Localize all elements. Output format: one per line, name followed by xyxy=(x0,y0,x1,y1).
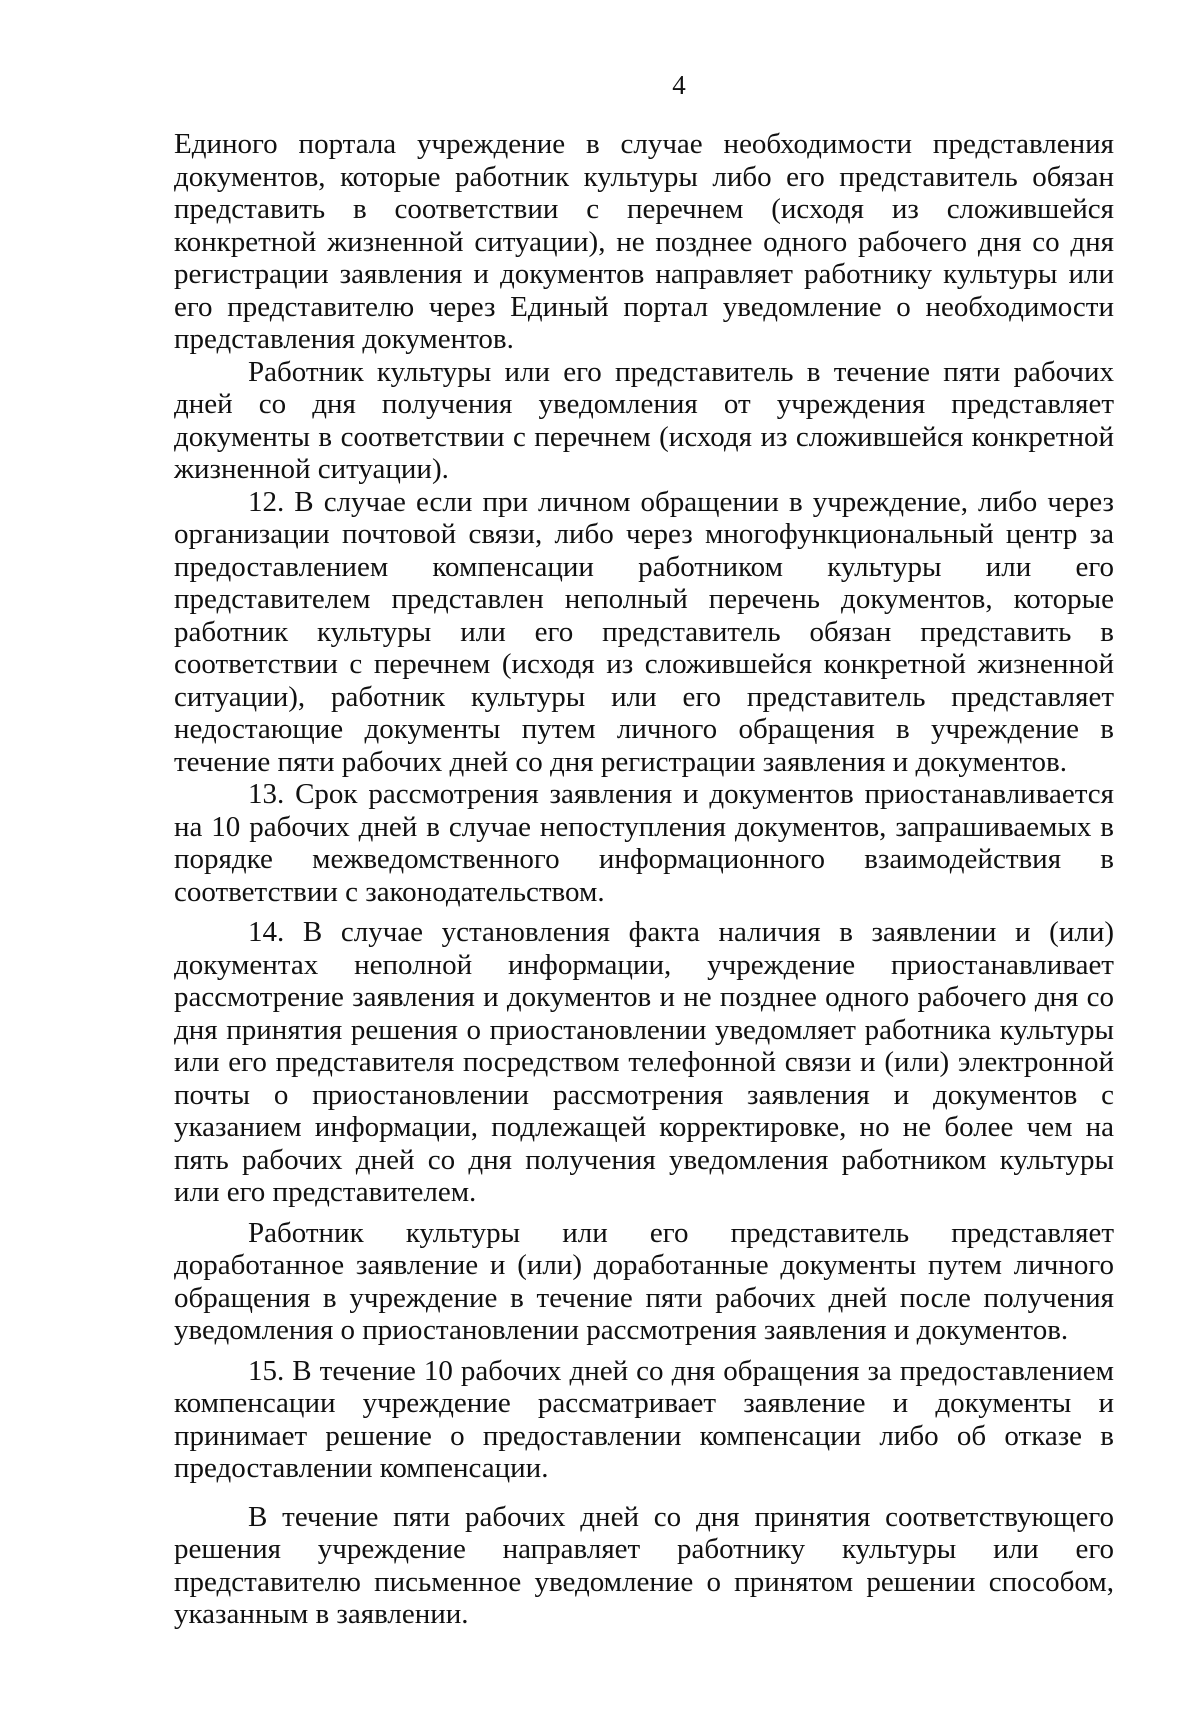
paragraph-continuation: Единого портала учреждение в случае необходимости представления документов, которые работник культуры либо его представитель обязан представить в соответствии с перечнем (исходя из сложившейся конкретной жизненной ситуации), не позднее одного рабочего дня со дня регистрации заявления и документов направляет работнику культуры или его представителю через Единый портал уведомление о необходимости представления документов. xyxy=(174,128,1114,355)
paragraph-item-13: 13. Срок рассмотрения заявления и документов приостанавливается на 10 рабочих дней в случае непоступления документов, запрашиваемых в порядке межведомственного информационного взаимодействия в соответствии с законодательством. xyxy=(174,778,1114,908)
paragraph-revised-documents: Работник культуры или его представитель представляет доработанное заявление и (или) доработанные документы путем личного обращения в учреждение в течение пяти рабочих дней после получения уведомления о приостановлении рассмотрения заявления и документов. xyxy=(174,1216,1114,1346)
paragraph-worker-submits-documents: Работник культуры или его представитель в течение пяти рабочих дней со дня получения уведомления от учреждения представляет документы в соответствии с перечнем (исходя из сложившейся конкретной жизненной ситуации). xyxy=(174,355,1114,485)
paragraph-decision-notification: В течение пяти рабочих дней со дня принятия соответствующего решения учреждение направляет работнику культуры или его представителю письменное уведомление о принятом решении способом, указанным в заявлении. xyxy=(174,1500,1114,1630)
page-number: 4 xyxy=(672,70,686,100)
paragraph-item-12: 12. В случае если при личном обращении в учреждение, либо через организации почтовой связи, либо через многофункциональный центр за предоставлением компенсации работником культуры или его представителем представлен неполный перечень документов, которые работник культуры или его представитель обязан представить в соответствии с перечнем (исходя из сложившейся конкретной жизненной ситуации), работник культуры или его представитель представляет недостающие документы путем личного обращения в учреждение в течение пяти рабочих дней со дня регистрации заявления и документов. xyxy=(174,485,1114,778)
document-body xyxy=(174,128,1114,1631)
paragraph-item-14: 14. В случае установления факта наличия в заявлении и (или) документах неполной информации, учреждение приостанавливает рассмотрение заявления и документов и не позднее одного рабочего дня со дня принятия решения о приостановлении уведомляет работника культуры или его представителя посредством телефонной связи и (или) электронной почты о приостановлении рассмотрения заявления и документов с указанием информации, подлежащей корректировке, но не более чем на пять рабочих дней со дня получения уведомления работником культуры или его представителем. xyxy=(174,916,1114,1208)
paragraph-item-15: 15. В течение 10 рабочих дней со дня обращения за предоставлением компенсации учреждение рассматривает заявление и документы и принимает решение о предоставлении компенсации либо об отказе в предоставлении компенсации. xyxy=(174,1354,1114,1484)
